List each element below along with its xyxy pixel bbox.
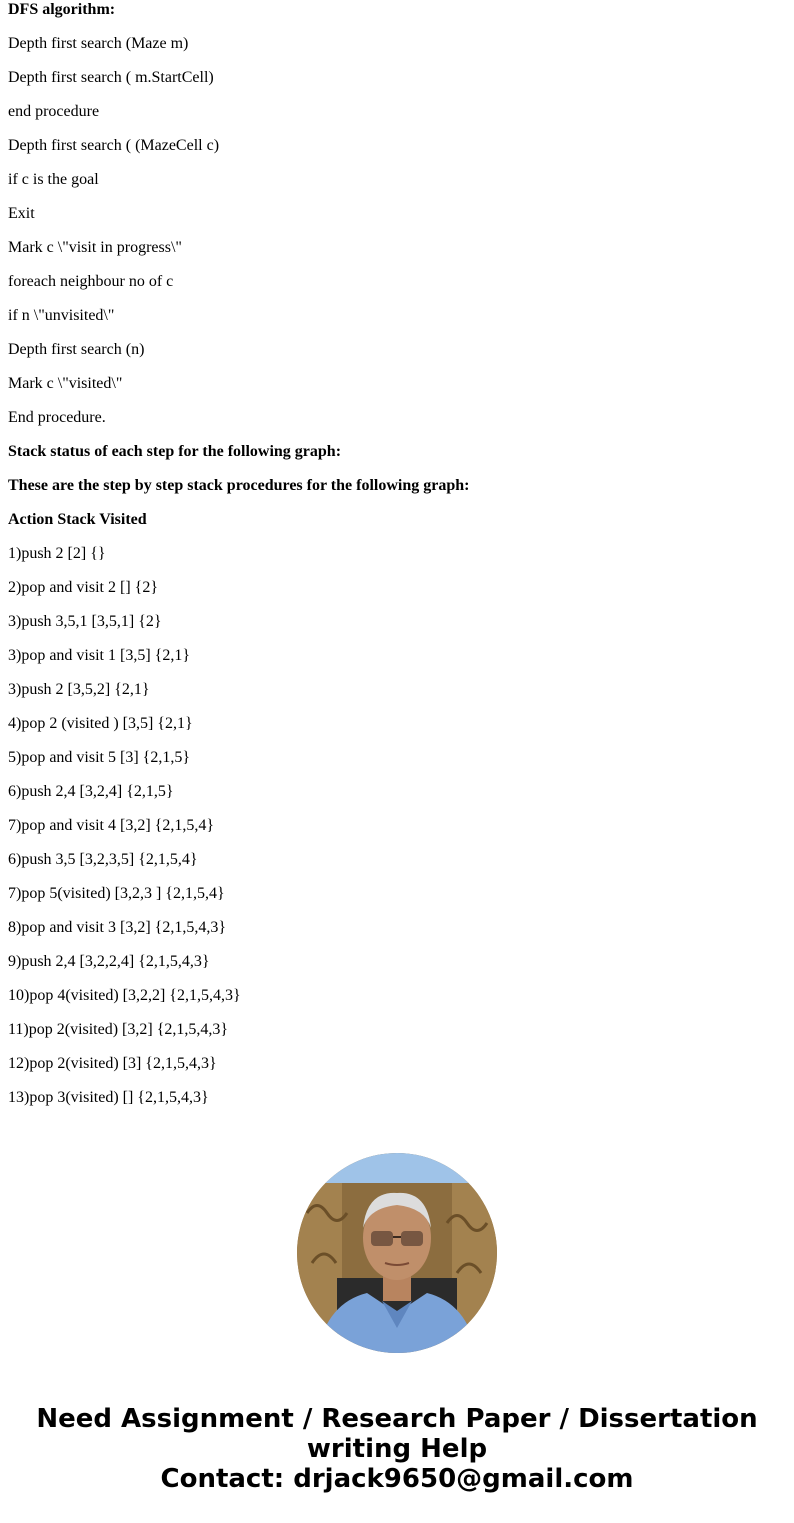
stack-step: 12)pop 2(visited) [3] {2,1,5,4,3} bbox=[8, 1055, 217, 1072]
stack-step: 7)pop 5(visited) [3,2,3 ] {2,1,5,4} bbox=[8, 885, 225, 902]
stack-table-header: Action Stack Visited bbox=[8, 511, 147, 528]
stack-step: 8)pop and visit 3 [3,2] {2,1,5,4,3} bbox=[8, 919, 227, 936]
document-body bbox=[8, 0, 778, 1123]
stack-step: 4)pop 2 (visited ) [3,5] {2,1} bbox=[8, 715, 193, 732]
algorithm-line: Depth first search ( m.StartCell) bbox=[8, 69, 214, 86]
author-avatar bbox=[297, 1153, 497, 1353]
algorithm-heading: DFS algorithm: bbox=[8, 1, 116, 18]
stack-section-heading: Stack status of each step for the following graph: bbox=[8, 443, 342, 460]
stack-step: 2)pop and visit 2 [] {2} bbox=[8, 579, 159, 596]
contact-banner bbox=[0, 1404, 794, 1494]
algorithm-line: Depth first search ( (MazeCell c) bbox=[8, 137, 220, 154]
algorithm-line: Mark c \"visited\" bbox=[8, 375, 123, 392]
stack-step: 1)push 2 [2] {} bbox=[8, 545, 106, 562]
stack-step: 3)push 2 [3,5,2] {2,1} bbox=[8, 681, 150, 698]
algorithm-line: Depth first search (Maze m) bbox=[8, 35, 189, 52]
avatar-photo bbox=[297, 1153, 497, 1353]
stack-step: 10)pop 4(visited) [3,2,2] {2,1,5,4,3} bbox=[8, 987, 241, 1004]
algorithm-line: End procedure. bbox=[8, 409, 106, 426]
banner-line-1: Need Assignment / Research Paper / Dissertation bbox=[36, 1404, 758, 1434]
stack-procedure-heading: These are the step by step stack procedures for the following graph: bbox=[8, 477, 470, 494]
algorithm-line: foreach neighbour no of c bbox=[8, 273, 174, 290]
stack-step: 6)push 2,4 [3,2,4] {2,1,5} bbox=[8, 783, 174, 800]
algorithm-line: if c is the goal bbox=[8, 171, 99, 188]
algorithm-line: Mark c \"visit in progress\" bbox=[8, 239, 182, 256]
stack-step: 6)push 3,5 [3,2,3,5] {2,1,5,4} bbox=[8, 851, 198, 868]
stack-step: 13)pop 3(visited) [] {2,1,5,4,3} bbox=[8, 1089, 209, 1106]
algorithm-line: if n \"unvisited\" bbox=[8, 307, 115, 324]
algorithm-line: Exit bbox=[8, 205, 35, 222]
banner-line-2: writing Help bbox=[306, 1434, 488, 1464]
algorithm-line: Depth first search (n) bbox=[8, 341, 145, 358]
stack-step: 3)push 3,5,1 [3,5,1] {2} bbox=[8, 613, 162, 630]
stack-step: 9)push 2,4 [3,2,2,4] {2,1,5,4,3} bbox=[8, 953, 210, 970]
algorithm-line: end procedure bbox=[8, 103, 100, 120]
stack-step: 11)pop 2(visited) [3,2] {2,1,5,4,3} bbox=[8, 1021, 229, 1038]
contact-email: Contact: drjack9650@gmail.com bbox=[160, 1464, 634, 1494]
stack-step: 3)pop and visit 1 [3,5] {2,1} bbox=[8, 647, 191, 664]
stack-step: 5)pop and visit 5 [3] {2,1,5} bbox=[8, 749, 191, 766]
stack-step: 7)pop and visit 4 [3,2] {2,1,5,4} bbox=[8, 817, 215, 834]
